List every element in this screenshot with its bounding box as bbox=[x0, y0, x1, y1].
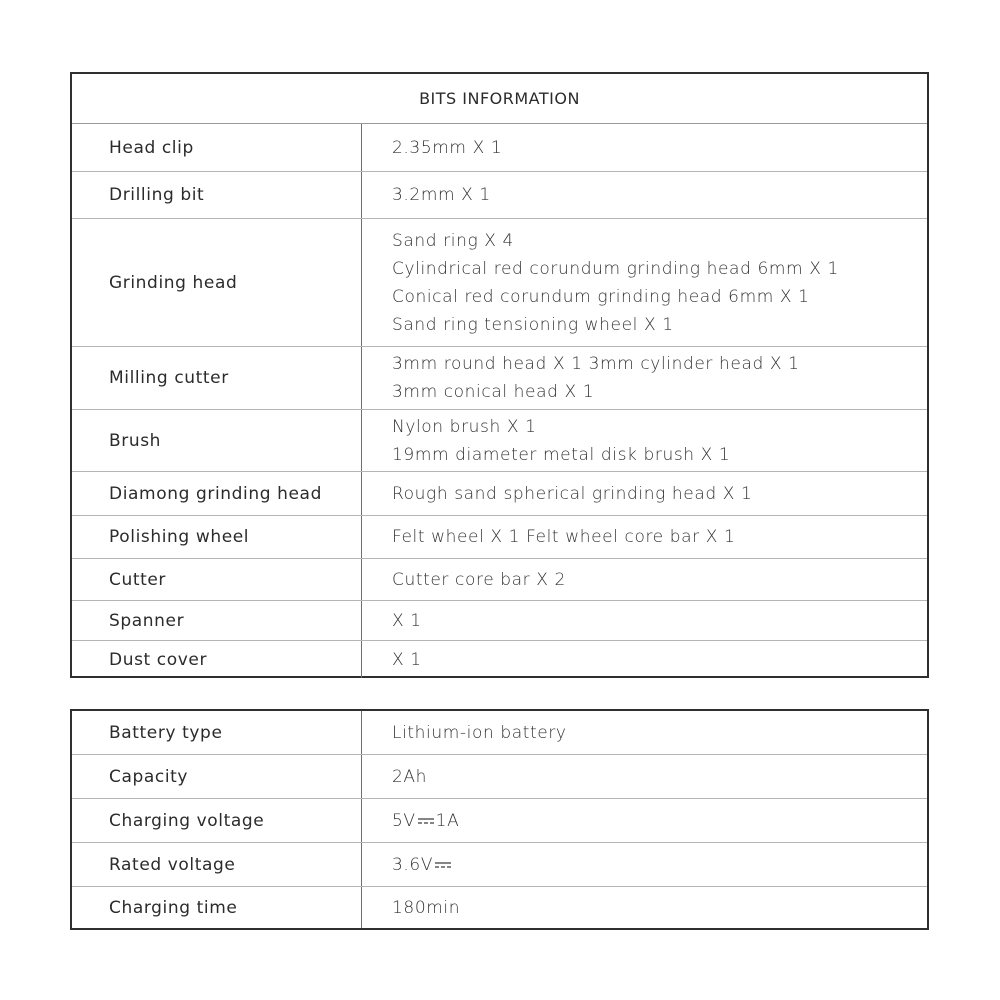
value-line: X 1 bbox=[392, 610, 422, 631]
row-label: Cutter bbox=[72, 559, 362, 600]
row-label: Battery type bbox=[72, 711, 362, 754]
value-line bbox=[392, 807, 927, 835]
row-label: Drilling bit bbox=[72, 172, 362, 218]
row-label: Charging voltage bbox=[72, 799, 362, 842]
value-line: Lithium-ion battery bbox=[392, 722, 567, 743]
dc-symbol-icon bbox=[418, 817, 434, 825]
value-line: 2Ah bbox=[392, 766, 428, 787]
row-label: Spanner bbox=[72, 601, 362, 640]
row-value bbox=[362, 601, 927, 640]
value-line: 3mm round head X 1 3mm cylinder head X 1 bbox=[392, 354, 800, 374]
row-value bbox=[362, 755, 927, 798]
value-line: 2.35mm X 1 bbox=[392, 137, 503, 158]
table-row bbox=[72, 842, 927, 886]
row-value bbox=[362, 843, 927, 886]
value-line: Rough sand spherical grinding head X 1 bbox=[392, 483, 753, 504]
battery-specs-table bbox=[70, 709, 929, 930]
table-row bbox=[72, 346, 927, 409]
value-line: X 1 bbox=[392, 649, 422, 670]
row-label: Polishing wheel bbox=[72, 516, 362, 558]
row-value bbox=[362, 347, 927, 409]
row-value bbox=[362, 711, 927, 754]
table-row bbox=[72, 754, 927, 798]
row-value bbox=[362, 559, 927, 600]
table-title: BITS INFORMATION bbox=[72, 74, 927, 124]
row-value bbox=[362, 124, 927, 171]
row-value bbox=[362, 641, 927, 678]
table-row bbox=[72, 218, 927, 346]
row-value bbox=[362, 472, 927, 515]
value-line: Felt wheel X 1 Felt wheel core bar X 1 bbox=[392, 527, 736, 547]
row-value bbox=[362, 516, 927, 558]
value-line: Cutter core bar X 2 bbox=[392, 569, 566, 590]
table-row bbox=[72, 515, 927, 558]
table-row bbox=[72, 600, 927, 640]
table-row bbox=[72, 124, 927, 171]
voltage-value: 5V bbox=[392, 810, 416, 831]
table-row bbox=[72, 798, 927, 842]
row-label: Head clip bbox=[72, 124, 362, 171]
table-row bbox=[72, 886, 927, 928]
row-label: Capacity bbox=[72, 755, 362, 798]
voltage-value: 3.6V bbox=[392, 854, 434, 875]
dc-symbol-icon bbox=[435, 861, 451, 869]
table-row bbox=[72, 409, 927, 471]
table-row bbox=[72, 471, 927, 515]
table-row bbox=[72, 558, 927, 600]
row-label: Charging time bbox=[72, 887, 362, 928]
row-label: Brush bbox=[72, 410, 362, 471]
row-value bbox=[362, 799, 927, 842]
value-line: Cylindrical red corundum grinding head 6mm X 1 bbox=[392, 258, 839, 279]
row-value bbox=[362, 172, 927, 218]
table-row bbox=[72, 640, 927, 678]
value-line bbox=[392, 851, 927, 879]
row-label: Diamong grinding head bbox=[72, 472, 362, 515]
row-value bbox=[362, 887, 927, 928]
value-line: 19mm diameter metal disk brush X 1 bbox=[392, 444, 731, 465]
current-value: 1A bbox=[435, 810, 460, 831]
row-label: Rated voltage bbox=[72, 843, 362, 886]
row-label: Milling cutter bbox=[72, 347, 362, 409]
value-line: 180min bbox=[392, 897, 461, 918]
value-line: 3.2mm X 1 bbox=[392, 185, 491, 205]
value-line: Conical red corundum grinding head 6mm X 1 bbox=[392, 286, 810, 307]
row-label: Dust cover bbox=[72, 641, 362, 678]
table-row bbox=[72, 171, 927, 218]
value-line: 3mm conical head X 1 bbox=[392, 382, 595, 402]
value-line: Sand ring X 4 bbox=[392, 230, 514, 251]
row-value bbox=[362, 219, 927, 346]
bits-information-table bbox=[70, 72, 929, 678]
value-line: Nylon brush X 1 bbox=[392, 416, 537, 437]
row-label: Grinding head bbox=[72, 219, 362, 346]
value-line: Sand ring tensioning wheel X 1 bbox=[392, 314, 674, 335]
table-row bbox=[72, 711, 927, 754]
row-value bbox=[362, 410, 927, 471]
